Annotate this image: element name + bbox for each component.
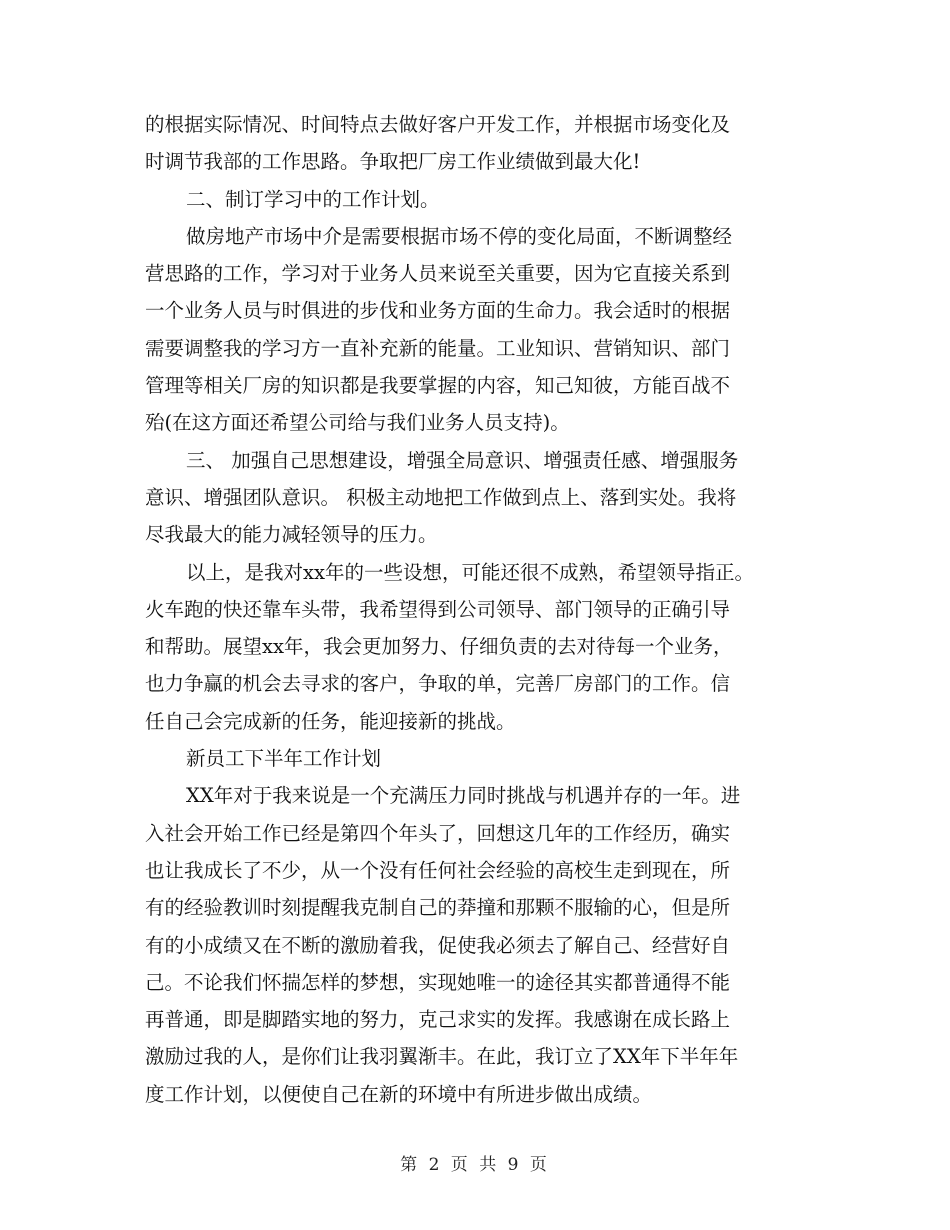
text-line: 三、 加强自己思想建设，增强全局意识、增强责任感、增强服务 [186, 448, 739, 472]
text-line: 意识、增强团队意识。 积极主动地把工作做到点上、落到实处。我将 [145, 485, 737, 509]
text-line: 己。不论我们怀揣怎样的梦想，实现她唯一的途径其实都普通得不能 [145, 970, 731, 994]
text-line: 新员工下半年工作计划 [186, 747, 382, 771]
text-line: 尽我最大的能力减轻领导的压力。 [145, 523, 438, 547]
page-number-footer: 第 2 页 共 9 页 [400, 1155, 550, 1175]
document-body [145, 106, 825, 1113]
text-line: 营思路的工作，学习对于业务人员来说至关重要，因为它直接关系到 [145, 262, 731, 286]
text-line: 任自己会完成新的任务，能迎接新的挑战。 [145, 709, 516, 733]
text-line: 有的小成绩又在不断的激励着我，促使我必须去了解自己、经营好自 [145, 933, 731, 957]
text-line: 激励过我的人，是你们让我羽翼渐丰。在此，我订立了XX年下半年年 [145, 1045, 739, 1069]
text-line: 以上，是我对xx年的一些设想，可能还很不成熟，希望领导指正。 [186, 560, 754, 584]
text-line: 度工作计划，以便使自己在新的环境中有所进步做出成绩。 [145, 1082, 653, 1106]
text-line: 需要调整我的学习方一直补充新的能量。工业知识、营销知识、部门 [145, 336, 731, 360]
text-line: 有的经验教训时刻提醒我克制自己的莽撞和那颗不服输的心，但是所 [145, 896, 731, 920]
text-line: 入社会开始工作已经是第四个年头了，回想这几年的工作经历，确实 [145, 821, 731, 845]
text-line: 管理等相关厂房的知识都是我要掌握的内容，知己知彼，方能百战不 [145, 374, 731, 398]
text-line: 二、制订学习中的工作计划。 [186, 187, 440, 211]
text-line: 再普通，即是脚踏实地的努力，克己求实的发挥。我感谢在成长路上 [145, 1008, 731, 1032]
text-line: 一个业务人员与时俱进的步伐和业务方面的生命力。我会适时的根据 [145, 299, 731, 323]
text-line: 和帮助。展望xx年，我会更加努力、仔细负责的去对待每一个业务， [145, 635, 733, 659]
text-line: 也力争赢的机会去寻求的客户，争取的单，完善厂房部门的工作。信 [145, 672, 731, 696]
text-line: 时调节我部的工作思路。争取把厂房工作业绩做到最大化! [145, 150, 641, 174]
text-line: 的根据实际情况、时间特点去做好客户开发工作，并根据市场变化及 [145, 113, 731, 136]
text-line: 火车跑的快还靠车头带，我希望得到公司领导、部门领导的正确引导 [145, 597, 731, 621]
text-line: XX年对于我来说是一个充满压力同时挑战与机遇并存的一年。进 [186, 784, 741, 808]
text-line: 也让我成长了不少，从一个没有任何社会经验的高校生走到现在，所 [145, 858, 731, 882]
text-line: 做房地产市场中介是需要根据市场不停的变化局面，不断调整经 [186, 224, 733, 248]
text-line: 殆(在这方面还希望公司给与我们业务人员支持)。 [145, 411, 570, 435]
